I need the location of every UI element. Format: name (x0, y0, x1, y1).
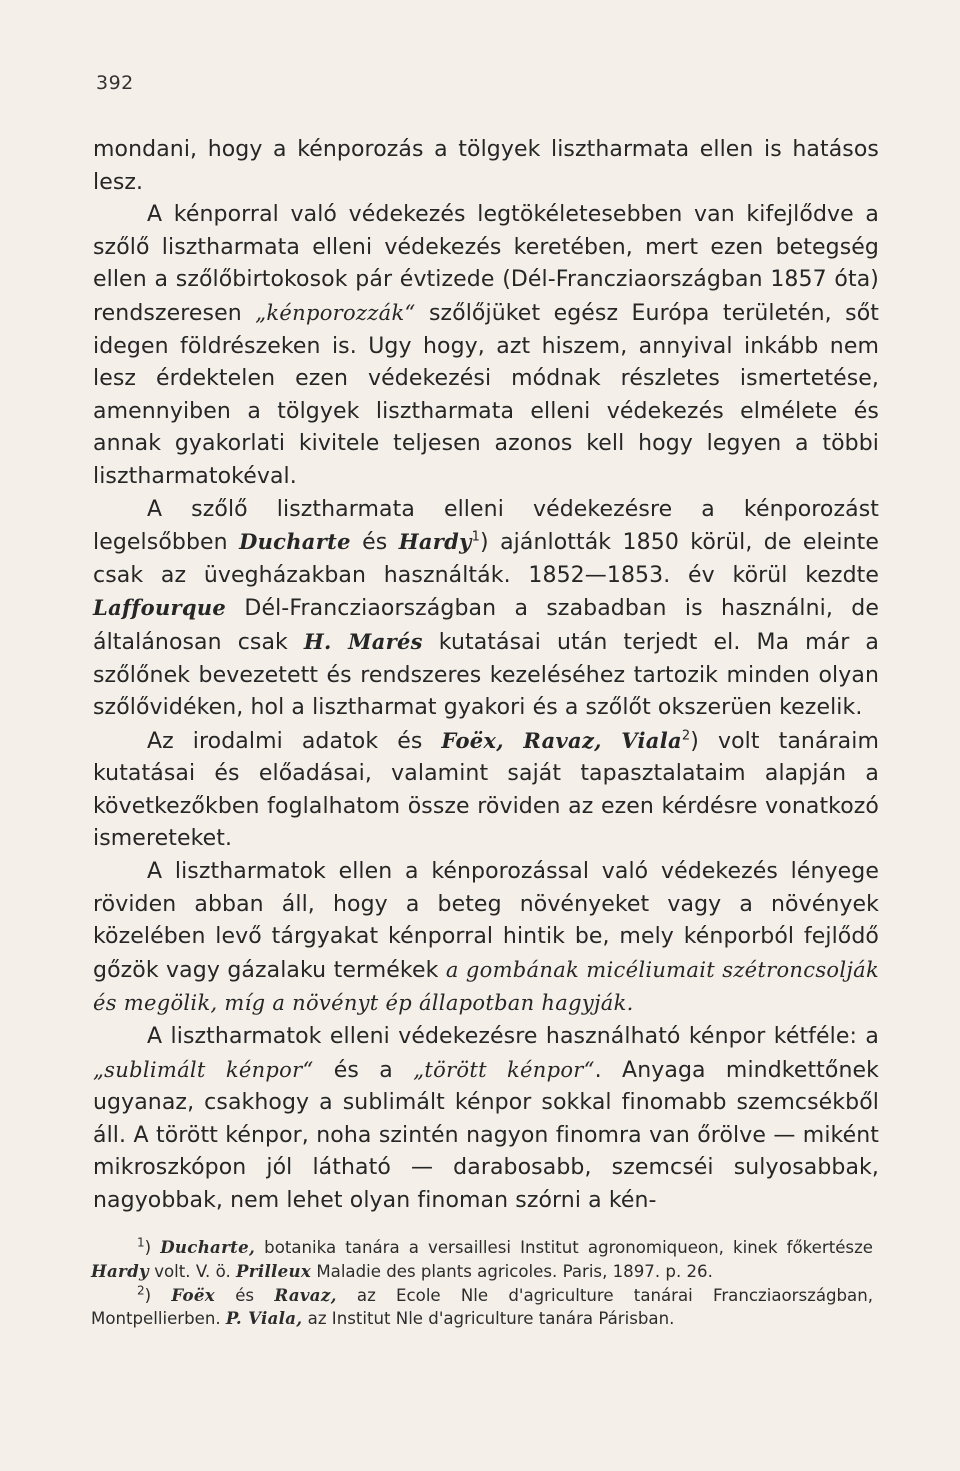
author-name: Ducharte (239, 529, 351, 555)
text-run: az Institut Nle d'agriculture tanára Párisban. (302, 1309, 675, 1329)
text-run: Maladie des plants agricoles. Paris, 1897. p. 26. (311, 1261, 713, 1281)
author-name: Ducharte, (160, 1237, 256, 1257)
paragraph-5 (93, 856, 879, 1021)
paragraph-6 (93, 1021, 879, 1218)
text-run: Dél-Francziaországban a szabadban is használni, de általánosan csak (93, 596, 879, 655)
footnote-ref: 1 (471, 529, 481, 545)
text-run: ) volt tanáraim kutatásai és előadásai, valamint saját tapasztalataim alapján a következőkben foglalhatom össze röviden az ezen kérdésre vonatkozó ismereteket. (93, 728, 879, 852)
text-run: A szőlő lisztharmata elleni védekezésre a kénporozást legelsőbben (93, 496, 879, 556)
italic-term: „törött kénpor“ (413, 1057, 595, 1082)
author-name: Foëx (171, 1284, 215, 1305)
text-run: A kénporral való védekezés legtökéletesebben van kifejlődve a szőlő lisztharmata elleni védekezés keretében, mert ezen betegség ellen a szőlőbirtokosok pár évtizede (Dél-Francziaországban 1857 óta) rendszeresen (93, 202, 879, 326)
text-run: és (214, 1285, 275, 1305)
author-name: Foëx, Ravaz, Viala (441, 727, 682, 753)
text-run: Az irodalmi adatok és (147, 728, 442, 754)
text-run: ) (144, 1238, 161, 1257)
page-number: 392 (96, 72, 134, 94)
italic-term: „kénporozzák“ (255, 300, 416, 325)
footnotes (91, 1236, 873, 1331)
text-run: kutatásai után terjedt el. Ma már a szőlőnek bevezetett és rendszeres kezeléséhez tartozik minden olyan szőlővidéken, hol a lisztharmat gyakori és a szőlőt okszerüen kezelik. (93, 629, 880, 721)
author-name: H. Marés (303, 628, 423, 654)
text-run: botanika tanára a versaillesi Institut agronomiqueon, kinek főkertésze (255, 1238, 873, 1257)
author-name: Ravaz, (274, 1284, 337, 1305)
paragraph-1: mondani, hogy a kénporozás a tölgyek lisztharmata ellen is hatásos lesz. (93, 137, 879, 195)
author-name: Laffourque (93, 595, 227, 621)
author-name: P. Viala, (225, 1308, 303, 1329)
author-name: Prilleux (236, 1260, 312, 1281)
paragraph-4 (93, 725, 879, 856)
author-name: Hardy (398, 529, 472, 555)
paragraph-2 (93, 199, 879, 493)
footnote-2 (91, 1284, 873, 1332)
footnote-1 (91, 1236, 873, 1284)
text-run: ) ajánlották 1850 körül, de eleinte csak az üvegházakban használták. 1852—1853. év körül kezdte (93, 530, 879, 588)
footnote-mark: 1 (137, 1235, 145, 1250)
italic-emphasis: a gombának micéliumait szétroncsolják és megölik, míg a növényt ép állapotban hagyják. (93, 957, 880, 1016)
footnote-mark: 2 (137, 1283, 145, 1298)
text-run: és a (313, 1057, 414, 1083)
author-name: Hardy (91, 1260, 149, 1281)
body-text (93, 134, 879, 1218)
text-run: ) (144, 1285, 172, 1305)
text-run: volt. V. ö. (148, 1261, 237, 1281)
text-run: az Ecole Nle d'agriculture tanárai Francziaországban, Montpellierben. (91, 1285, 874, 1329)
italic-term: „sublimált kénpor“ (93, 1057, 314, 1082)
text-run: A lisztharmatok ellen a kénporozással való védekezés lényege röviden abban áll, hogy a beteg növényeket vagy a növények közelében levő tárgyakat kénporral hintik be, mely kénporból fejlődő gőzök vagy gázalaku termékek (93, 859, 879, 983)
paragraph-3 (93, 494, 879, 725)
text-run: . Anyaga mindkettőnek ugyanaz, csakhogy a sublimált kénpor sokkal finomabb szemcsékből áll. A törött kénpor, noha szintén nagyon finomra van őrölve — miként mikroszkópon jól látható — darabosabb, szemcséi sulyosabbak, nagyobbak, nem lehet olyan finoman szórni a kén- (93, 1057, 879, 1213)
text-run: A lisztharmatok elleni védekezésre használható kénpor kétféle: a (147, 1024, 879, 1050)
footnote-ref: 2 (681, 728, 691, 744)
text-run: szőlőjüket egész Európa területén, sőt idegen földrészeken is. Ugy hogy, azt hiszem, annyival inkább nem lesz érdektelen ezen védekezési módnak részletes ismertetése, amennyiben a tölgyek lisztharmata elleni védekezés elmélete és annak gyakorlati kivitele teljesen azonos kell hogy legyen a többi lisztharmatokéval. (93, 300, 879, 489)
text-run: és (350, 530, 399, 556)
